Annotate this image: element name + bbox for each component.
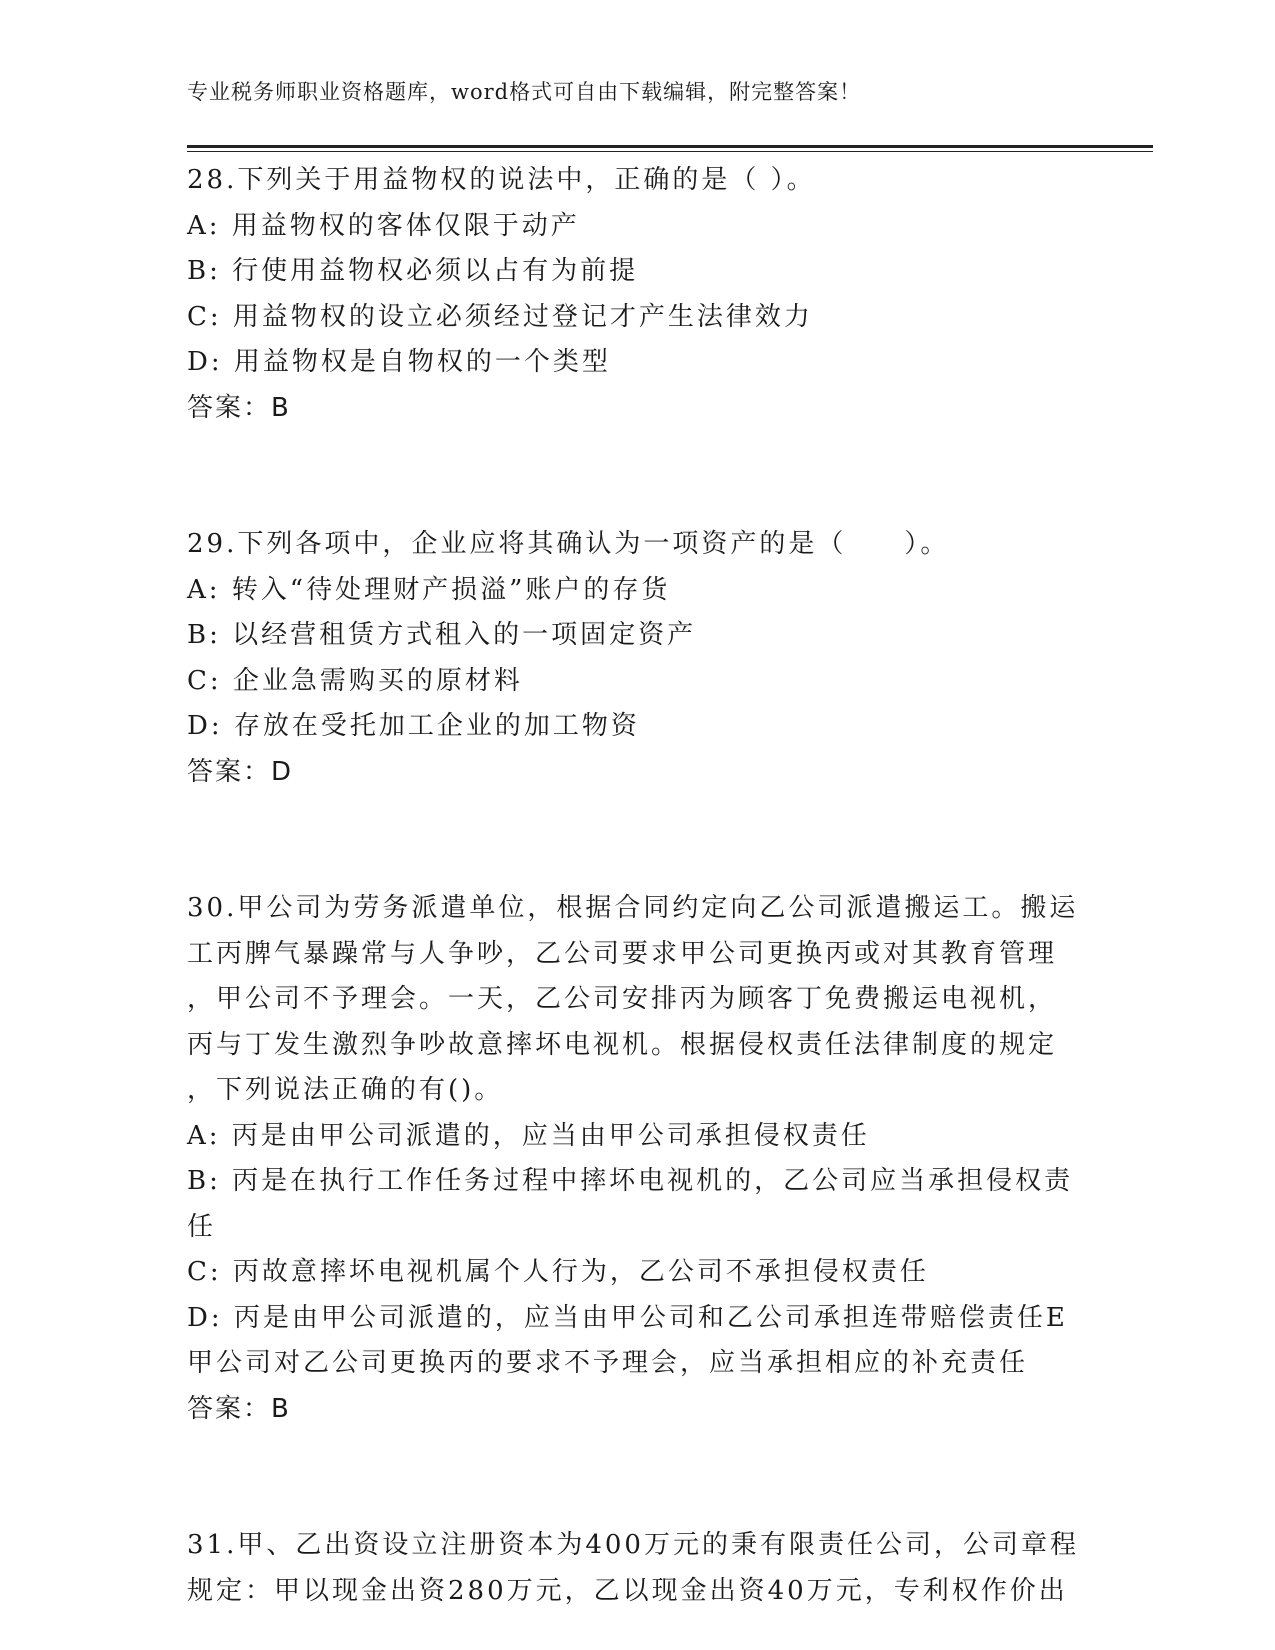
option-d: D: 用益物权是自物权的一个类型 [187, 347, 611, 377]
question-stem-line-2: 工丙脾气暴躁常与人争吵，乙公司要求甲公司更换丙或对其教育管理 [187, 938, 1058, 969]
option-d: D: 丙是由甲公司派遣的，应当由甲公司和乙公司承担连带赔偿责任E [187, 1302, 1068, 1333]
question-28 [187, 158, 1077, 431]
header-rule-thin [187, 151, 1153, 152]
question-list [187, 158, 1077, 1614]
option-d: D: 存放在受托加工企业的加工物资 [187, 711, 640, 741]
question-stem-line-4: 丙与丁发生激烈争吵故意摔坏电视机。根据侵权责任法律制度的规定 [187, 1029, 1058, 1060]
question-stem-line-5: ，下列说法正确的有()。 [187, 1075, 504, 1105]
option-d-continued: 甲公司对乙公司更换丙的要求不予理会，应当承担相应的补充责任 [187, 1348, 1029, 1378]
answer-line: 答案：B [187, 392, 291, 423]
option-a: A: 转入“待处理财产损溢”账户的存货 [187, 574, 671, 605]
option-b: B: 丙是在执行工作任务过程中摔坏电视机的，乙公司应当承担侵权责 [187, 1166, 1074, 1196]
answer-line: 答案：B [187, 1393, 291, 1424]
option-c: C: 丙故意摔坏电视机属个人行为，乙公司不承担侵权责任 [187, 1257, 929, 1287]
question-stem: 29.下列各项中，企业应将其确认为一项资产的是（ ）。 [187, 529, 950, 559]
question-stem-line-1: 31.甲、乙出资设立注册资本为400万元的秉有限责任公司，公司章程 [187, 1530, 1079, 1560]
answer-line: 答案：D [187, 756, 294, 787]
option-b-continued: 任 [187, 1211, 217, 1242]
option-b: B: 行使用益物权必须以占有为前提 [187, 256, 639, 286]
question-spacer [187, 1432, 1077, 1523]
option-c: C: 企业急需购买的原材料 [187, 665, 523, 696]
option-b: B: 以经营租赁方式租入的一项固定资产 [187, 620, 697, 650]
question-stem-line-3: ，甲公司不予理会。一天，乙公司安排丙为顾客丁免费搬运电视机， [187, 984, 1058, 1014]
option-a: A: 用益物权的客体仅限于动产 [187, 210, 580, 241]
question-31 [187, 1523, 1077, 1614]
header-rule-thick [187, 145, 1153, 148]
question-stem: 28.下列关于用益物权的说法中，正确的是（ ）。 [187, 165, 816, 195]
question-stem-line-1: 30.甲公司为劳务派遣单位，根据合同约定向乙公司派遣搬运工。搬运 [187, 893, 1079, 923]
option-a: A: 丙是由甲公司派遣的，应当由甲公司承担侵权责任 [187, 1120, 870, 1151]
question-stem-line-2: 规定：甲以现金出资280万元，乙以现金出资40万元，专利权作价出 [187, 1575, 1068, 1606]
question-30 [187, 886, 1077, 1432]
question-spacer [187, 431, 1077, 522]
question-spacer [187, 795, 1077, 886]
question-29 [187, 522, 1077, 795]
option-c: C: 用益物权的设立必须经过登记才产生法律效力 [187, 301, 813, 332]
page-header: 专业税务师职业资格题库，word格式可自由下载编辑，附完整答案！ [187, 80, 862, 104]
